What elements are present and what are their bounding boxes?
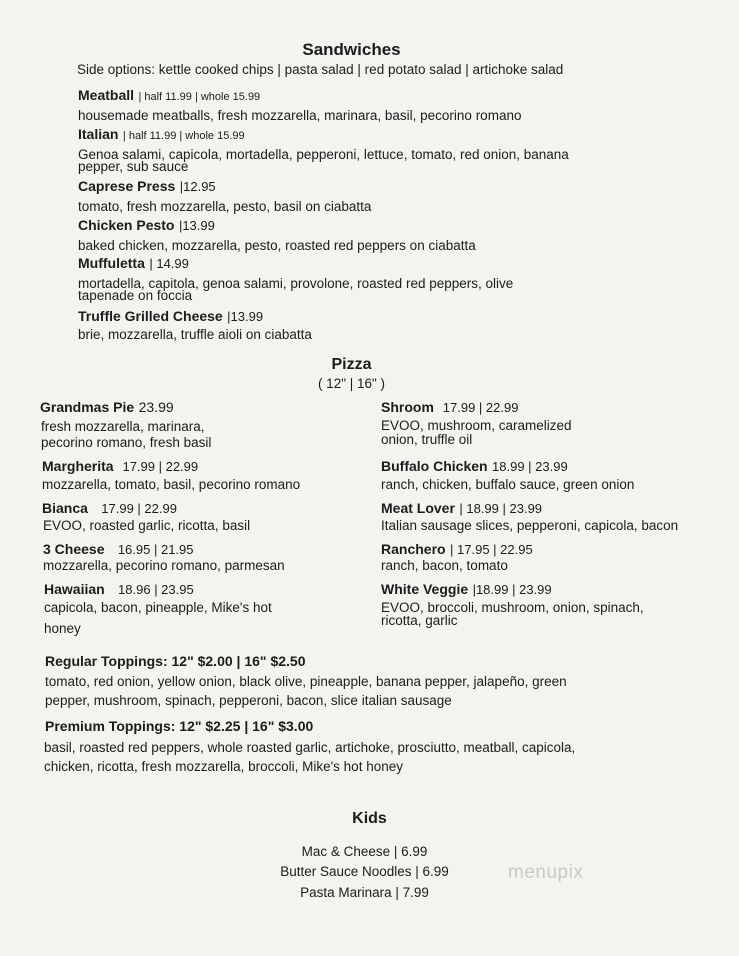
item-desc: pepper, sub sauce bbox=[78, 159, 189, 174]
item-desc: mortadella, capitola, genoa salami, provolone, roasted red peppers, olive bbox=[78, 276, 514, 291]
item-price: 18.96 | 23.95 bbox=[118, 582, 194, 597]
item-name: Margherita bbox=[42, 458, 114, 474]
pizza-item bbox=[381, 458, 568, 476]
pizza-item bbox=[44, 581, 194, 599]
sandwich-item bbox=[78, 126, 245, 144]
premium-toppings-desc: basil, roasted red peppers, whole roasted garlic, artichoke, prosciutto, meatball, capicola, bbox=[44, 740, 576, 755]
item-price: | 18.99 | 23.99 bbox=[459, 501, 543, 516]
kids-item: Mac & Cheese | 6.99 bbox=[301, 844, 428, 859]
item-price: | half 11.99 | whole 15.99 bbox=[122, 130, 245, 142]
item-desc: ranch, bacon, tomato bbox=[381, 558, 508, 573]
watermark-logo: menupix bbox=[508, 862, 584, 883]
item-name: 3 Cheese bbox=[43, 541, 105, 557]
item-name: Caprese Press bbox=[78, 178, 176, 194]
item-desc: capicola, bacon, pineapple, Mike's hot bbox=[44, 600, 272, 615]
pizza-heading: Pizza bbox=[331, 356, 372, 373]
item-name: Buffalo Chicken bbox=[381, 458, 488, 474]
item-desc: Italian sausage slices, pepperoni, capicola, bacon bbox=[381, 518, 679, 533]
item-price: 18.99 | 23.99 bbox=[492, 459, 568, 474]
item-price: 17.99 | 22.99 bbox=[122, 459, 199, 474]
item-price: |12.95 bbox=[179, 179, 216, 194]
pizza-item bbox=[40, 399, 174, 417]
item-desc: ranch, chicken, buffalo sauce, green onion bbox=[381, 477, 635, 492]
kids-item: Butter Sauce Noodles | 6.99 bbox=[280, 864, 449, 879]
pizza-item bbox=[381, 541, 533, 559]
item-price: 17.99 | 22.99 bbox=[101, 501, 177, 516]
item-price: |18.99 | 23.99 bbox=[472, 582, 552, 597]
item-desc: mozzarella, tomato, basil, pecorino romano bbox=[42, 477, 301, 492]
pizza-item bbox=[381, 581, 552, 599]
side-options: Side options: kettle cooked chips | pasta salad | red potato salad | artichoke salad bbox=[77, 62, 564, 77]
regular-toppings-desc: pepper, mushroom, spinach, pepperoni, bacon, slice italian sausage bbox=[45, 693, 452, 708]
item-name: Bianca bbox=[42, 500, 88, 516]
premium-toppings-title: Premium Toppings: 12" $2.25 | 16" $3.00 bbox=[45, 718, 314, 734]
item-desc: baked chicken, mozzarella, pesto, roasted red peppers on ciabatta bbox=[78, 238, 476, 253]
item-name: White Veggie bbox=[381, 581, 469, 597]
item-desc: honey bbox=[44, 621, 81, 636]
kids-heading: Kids bbox=[352, 810, 387, 827]
item-desc: brie, mozzarella, truffle aioli on ciabatta bbox=[78, 327, 312, 342]
item-desc: mozzarella, pecorino romano, parmesan bbox=[43, 558, 285, 573]
item-name: Italian bbox=[78, 126, 119, 142]
item-name: Grandmas Pie bbox=[40, 399, 135, 415]
item-name: Chicken Pesto bbox=[78, 217, 175, 233]
item-desc: fresh mozzarella, marinara, bbox=[41, 419, 205, 434]
regular-toppings-title: Regular Toppings: 12" $2.00 | 16" $2.50 bbox=[45, 653, 306, 669]
pizza-item bbox=[43, 541, 194, 559]
item-name: Truffle Grilled Cheese bbox=[78, 308, 223, 324]
item-name: Hawaiian bbox=[44, 581, 105, 597]
pizza-item bbox=[42, 500, 177, 518]
pizza-item bbox=[42, 458, 198, 476]
sandwich-item bbox=[78, 217, 215, 235]
pizza-item bbox=[381, 500, 542, 518]
kids-item: Pasta Marinara | 7.99 bbox=[300, 885, 429, 900]
sandwich-item bbox=[78, 87, 260, 105]
item-name: Muffuletta bbox=[78, 255, 145, 271]
sandwich-item bbox=[78, 178, 216, 196]
item-desc: tomato, fresh mozzarella, pesto, basil on ciabatta bbox=[78, 199, 372, 214]
item-desc: housemade meatballs, fresh mozzarella, marinara, basil, pecorino romano bbox=[78, 108, 522, 123]
item-price: 16.95 | 21.95 bbox=[117, 542, 194, 557]
item-price: 23.99 bbox=[138, 399, 174, 415]
item-name: Meatball bbox=[78, 87, 135, 103]
item-desc: pecorino romano, fresh basil bbox=[41, 435, 212, 450]
item-desc: onion, truffle oil bbox=[381, 432, 473, 447]
item-desc: tapenade on foccia bbox=[78, 288, 193, 303]
pizza-sizes: ( 12" | 16" ) bbox=[317, 376, 386, 391]
item-name: Meat Lover bbox=[381, 500, 455, 516]
item-desc: EVOO, roasted garlic, ricotta, basil bbox=[43, 518, 251, 533]
sandwich-item bbox=[78, 255, 189, 273]
item-desc: Genoa salami, capicola, mortadella, pepperoni, lettuce, tomato, red onion, banana bbox=[78, 147, 569, 162]
item-price: | half 11.99 | whole 15.99 bbox=[138, 91, 261, 103]
item-name: Shroom bbox=[381, 399, 434, 415]
item-price: 17.99 | 22.99 bbox=[442, 400, 519, 415]
item-price: | 14.99 bbox=[149, 256, 189, 271]
regular-toppings-desc: tomato, red onion, yellow onion, black olive, pineapple, banana pepper, jalapeño, green bbox=[45, 674, 567, 689]
sandwiches-heading: Sandwiches bbox=[302, 40, 401, 59]
item-price: | 17.95 | 22.95 bbox=[450, 542, 533, 557]
sandwich-item bbox=[78, 308, 263, 326]
premium-toppings-desc: chicken, ricotta, fresh mozzarella, broccoli, Mike's hot honey bbox=[44, 759, 403, 774]
item-name: Ranchero bbox=[381, 541, 446, 557]
pizza-item bbox=[381, 399, 518, 417]
item-price: |13.99 bbox=[227, 309, 264, 324]
item-price: |13.99 bbox=[178, 218, 215, 233]
item-desc: EVOO, mushroom, caramelized bbox=[381, 418, 572, 433]
item-desc: EVOO, broccoli, mushroom, onion, spinach, bbox=[381, 600, 644, 615]
item-desc: ricotta, garlic bbox=[381, 613, 458, 628]
